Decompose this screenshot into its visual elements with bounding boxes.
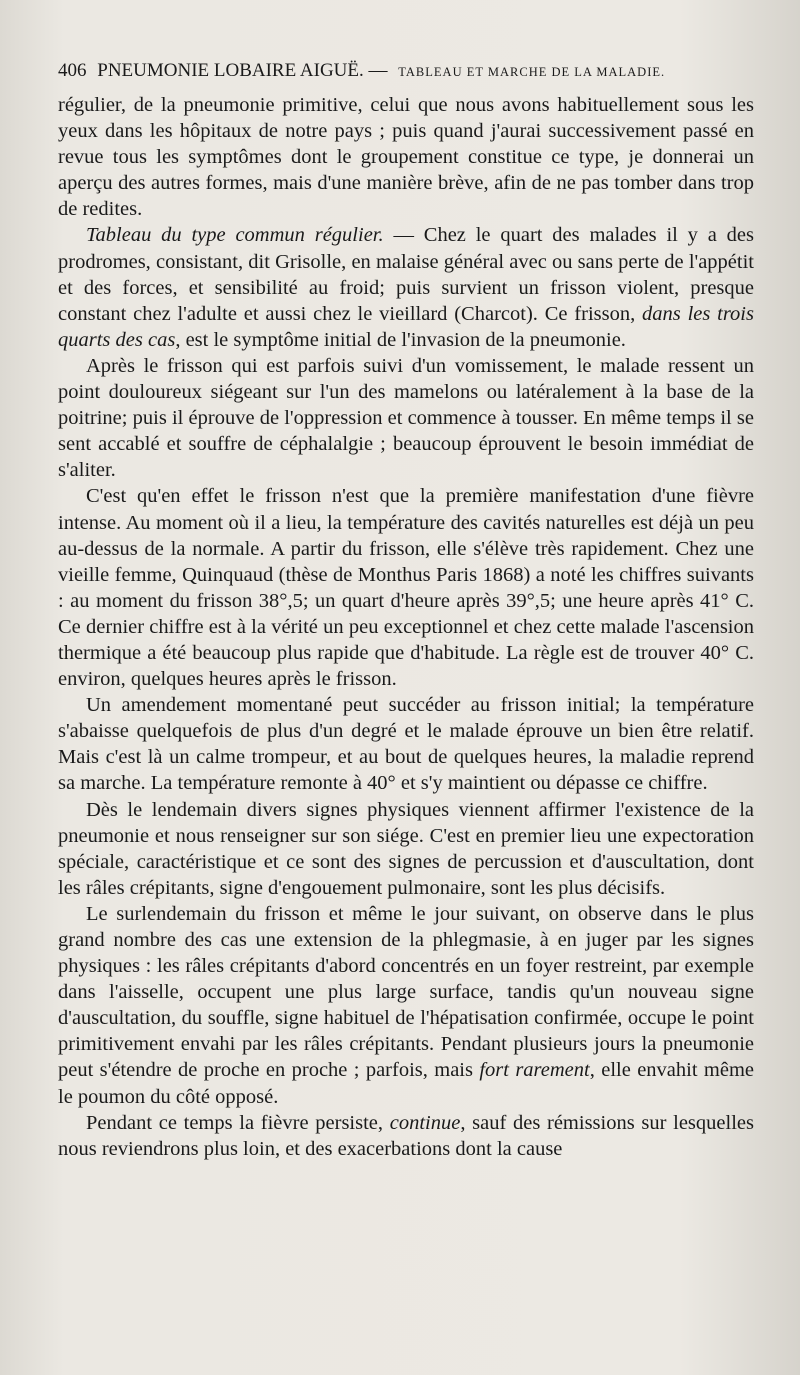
- italic-phrase: dans les trois quarts des cas: [58, 302, 754, 351]
- paragraph-5: [58, 692, 754, 796]
- paragraph-text: , est le symptôme initial de l'invasion de la pneumonie.: [175, 328, 626, 351]
- chapter-title: PNEUMONIE LOBAIRE AIGUË.: [97, 60, 364, 81]
- paragraph-text: , elle envahit même le poumon du côté opposé.: [58, 1059, 754, 1108]
- italic-phrase: fort rarement: [479, 1059, 590, 1082]
- section-lead: Tableau du type commun régulier.: [86, 224, 384, 247]
- page-number: 406: [58, 60, 87, 81]
- paragraph-text: régulier, de la pneumonie primitive, celui que nous avons habituellement sous les yeux dans les hôpitaux de notre pays ; puis quand j'aurai successivement passé en revue tous les symptômes dont le groupement constitue ce type, je donnerai un aperçu des autres formes, mais d'une manière brève, afin de ne pas tomber dans trop de redites.: [58, 94, 754, 221]
- paragraph-7: [58, 901, 754, 1110]
- paragraph-text: Après le frisson qui est parfois suivi d'un vomissement, le malade ressent un point douloureux siégeant sur l'un des mamelons ou latéralement à la base de la poitrine; puis il éprouve de l'oppression et commence à tousser. En même temps il se sent accablé et souffre de céphalalgie ; beaucoup éprouvent le besoin immédiat de s'aliter.: [58, 354, 754, 482]
- paragraph-text: Le surlendemain du frisson et même le jour suivant, on observe dans le plus grand nombre des cas une extension de la phlegmasie, à en juger par les signes physiques : les râles crépitants d'abord concentrés en un foyer restreint, par exemple dans l'aisselle, occupent une plus large surface, tandis qu'un nouveau signe d'auscultation, du souffle, signe habituel de l'hépatisation confirmée, occupe le point primitivement envahi par les râles crépitants. Pendant plusieurs jours la pneumonie peut s'étendre de proche en proche ; parfois, mais: [58, 902, 754, 1082]
- italic-phrase: continue: [389, 1111, 461, 1134]
- paragraph-text: C'est qu'en effet le frisson n'est que la première manifestation d'une fièvre intense. Au moment où il a lieu, la température des cavités naturelles est déjà un peu au-dessus de la normale. A partir du frisson, elle s'élève très rapidement. Chez une vieille femme, Quinquaud (thèse de Monthus Paris 1868) a noté les chiffres suivants : au moment du frisson 38°,5; un quart d'heure après 39°,5; une heure après 41° C. Ce dernier chiffre est à la vérité un peu exceptionnel et chez cette malade l'ascension thermique a été beaucoup plus rapide que d'habitude. La règle est de trouver 40° C. environ, quelques heures après le frisson.: [58, 485, 754, 691]
- paragraph-text: , sauf des rémissions sur lesquelles nous reviendrons plus loin, et des exacerbations dont la cause: [58, 1111, 754, 1160]
- paragraph-text: Un amendement momentané peut succéder au frisson initial; la température s'abaisse quelquefois de plus d'un degré et le malade éprouve un bien être relatif. Mais c'est là un calme trompeur, et au bout de quelques heures, la maladie reprend sa marche. La température remonte à 40° et s'y maintient ou dépasse ce chiffre.: [58, 694, 754, 795]
- section-subtitle: TABLEAU ET MARCHE DE LA MALADIE.: [398, 65, 666, 79]
- paragraph-3: [58, 353, 754, 483]
- paragraph-4: [58, 483, 754, 692]
- paragraph-8: [58, 1110, 754, 1162]
- body-text: [58, 92, 754, 1162]
- paragraph-text: Pendant ce temps la fièvre persiste,: [86, 1111, 390, 1134]
- paragraph-1: [58, 92, 754, 222]
- paragraph-6: [58, 797, 754, 901]
- paragraph-text: — Chez le quart des malades il y a des prodromes, consistant, dit Grisolle, en malaise général avec ou sans perte de l'appétit et des forces, et sensibilité au froid; puis survient un frisson violent, presque constant chez l'adulte et aussi chez le vieillard (Charcot). Ce frisson,: [58, 224, 754, 325]
- running-head: [58, 58, 738, 85]
- paragraph-text: Dès le lendemain divers signes physiques viennent affirmer l'existence de la pneumonie et nous renseigner sur son siége. C'est en premier lieu une expectoration spéciale, caractéristique et ce sont des signes de percussion et d'auscultation, dont les râles crépitants, signe d'engouement pulmonaire, sont les plus décisifs.: [58, 798, 754, 899]
- paragraph-2: [58, 222, 754, 352]
- header-dash: —: [368, 60, 388, 81]
